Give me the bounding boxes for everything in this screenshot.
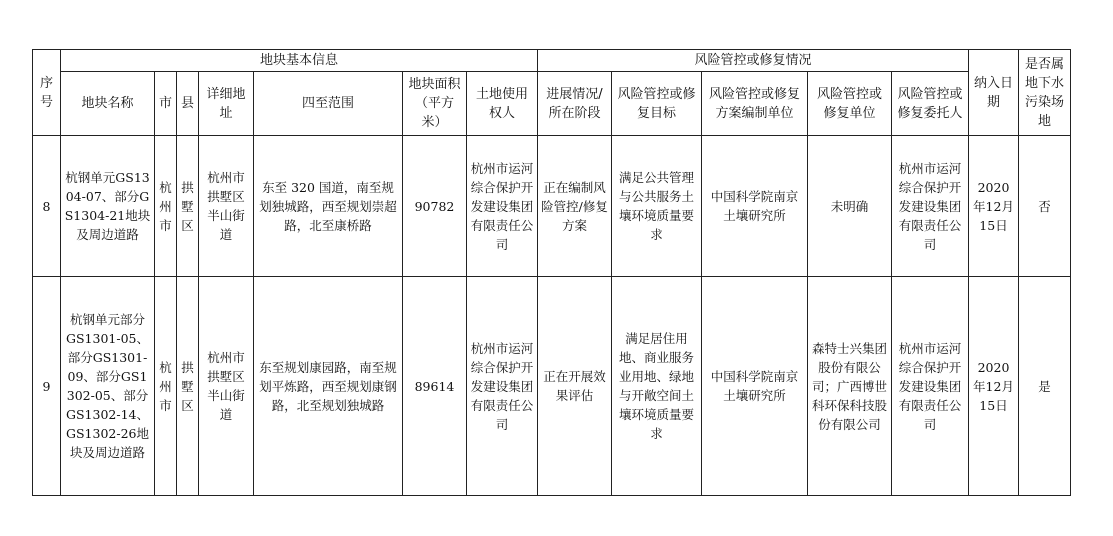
cell-plan-unit: 中国科学院南京土壤研究所 [702, 277, 808, 496]
header-name: 地块名称 [61, 72, 155, 136]
header-include-date: 纳入日期 [969, 50, 1019, 136]
header-city: 市 [155, 72, 177, 136]
header-repair-unit: 风险管控或修复单位 [808, 72, 892, 136]
cell-name: 杭钢单元GS1304-07、部分GS1304-21地块及周边道路 [61, 136, 155, 277]
header-seq: 序号 [33, 50, 61, 136]
header-basic-info-group: 地块基本信息 [61, 50, 538, 72]
cell-repair-unit: 森特士兴集团股份有限公司；广西博世科环保科技股份有限公司 [808, 277, 892, 496]
cell-progress: 正在编制风险管控/修复方案 [538, 136, 612, 277]
cell-seq: 9 [33, 277, 61, 496]
cell-seq: 8 [33, 136, 61, 277]
cell-area: 89614 [403, 277, 467, 496]
header-address: 详细地址 [199, 72, 254, 136]
cell-date: 2020年12月15日 [969, 136, 1019, 277]
header-plan-unit: 风险管控或修复方案编制单位 [702, 72, 808, 136]
cell-date: 2020年12月15日 [969, 277, 1019, 496]
cell-client: 杭州市运河综合保护开发建设集团有限责任公司 [892, 136, 969, 277]
cell-repair-unit: 未明确 [808, 136, 892, 277]
table-row [33, 277, 1071, 496]
table-row [33, 136, 1071, 277]
header-owner: 土地使用权人 [467, 72, 538, 136]
cell-owner: 杭州市运河综合保护开发建设集团有限责任公司 [467, 277, 538, 496]
cell-address: 杭州市拱墅区半山街道 [199, 136, 254, 277]
header-area: 地块面积（平方米） [403, 72, 467, 136]
cell-goal: 满足居住用地、商业服务业用地、绿地与开敞空间土壤环境质量要求 [612, 277, 702, 496]
cell-groundwater: 否 [1019, 136, 1071, 277]
cell-city: 杭州市 [155, 136, 177, 277]
cell-county: 拱墅区 [177, 136, 199, 277]
cell-plan-unit: 中国科学院南京土壤研究所 [702, 136, 808, 277]
cell-county: 拱墅区 [177, 277, 199, 496]
header-goal: 风险管控或修复目标 [612, 72, 702, 136]
header-progress: 进展情况/所在阶段 [538, 72, 612, 136]
cell-boundary: 东至 320 国道，南至规划独城路，西至规划崇超路，北至康桥路 [254, 136, 403, 277]
cell-groundwater: 是 [1019, 277, 1071, 496]
header-risk-group: 风险管控或修复情况 [538, 50, 969, 72]
cell-owner: 杭州市运河综合保护开发建设集团有限责任公司 [467, 136, 538, 277]
cell-address: 杭州市拱墅区半山街道 [199, 277, 254, 496]
cell-area: 90782 [403, 136, 467, 277]
header-county: 县 [177, 72, 199, 136]
cell-city: 杭州市 [155, 277, 177, 496]
cell-name: 杭钢单元部分 GS1301-05、部分GS1301-09、部分GS1302-05、部分GS1302-14、GS1302-26地块及周边道路 [61, 277, 155, 496]
header-column-row [33, 72, 1071, 136]
header-group-row [33, 50, 1071, 72]
cell-client: 杭州市运河综合保护开发建设集团有限责任公司 [892, 277, 969, 496]
header-groundwater: 是否属地下水污染场地 [1019, 50, 1071, 136]
contaminated-site-table [32, 49, 1071, 496]
cell-goal: 满足公共管理与公共服务土壤环境质量要求 [612, 136, 702, 277]
header-boundary: 四至范围 [254, 72, 403, 136]
cell-boundary: 东至规划康园路，南至规划平炼路，西至规划康钢路，北至规划独城路 [254, 277, 403, 496]
header-client: 风险管控或修复委托人 [892, 72, 969, 136]
cell-progress: 正在开展效果评估 [538, 277, 612, 496]
